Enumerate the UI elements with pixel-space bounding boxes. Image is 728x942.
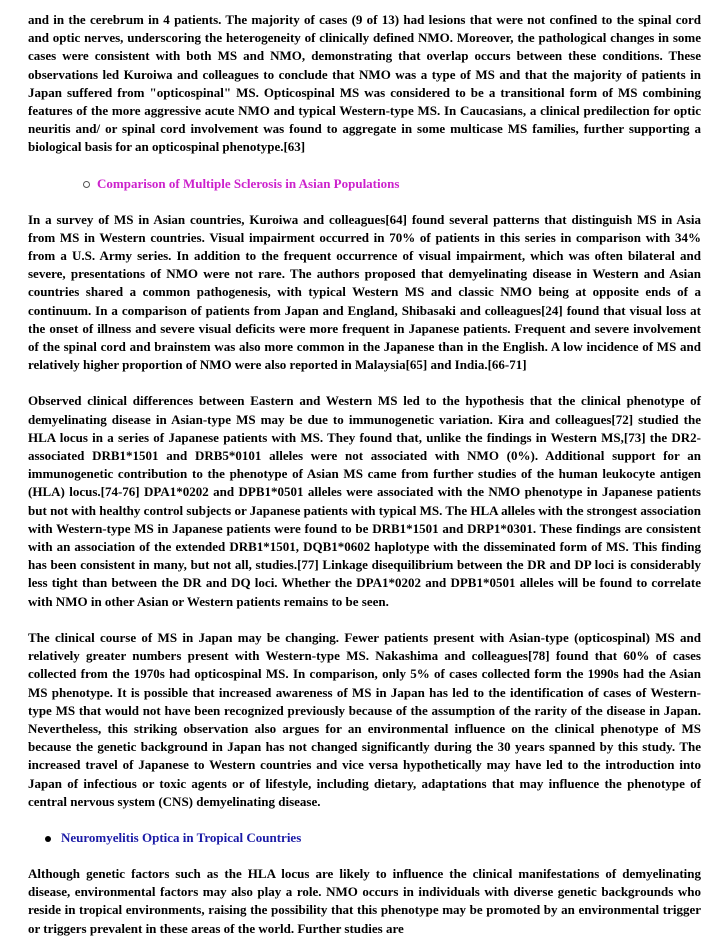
paragraph-kuroiwa-opticospinal: and in the cerebrum in 4 patients. The majority of cases (9 of 13) had lesions that were not confined to the spinal cord and optic nerves, underscoring the heterogeneity of clinically defined NMO. Moreover, the pathological changes in some cases were consistent with both MS and NMO, demonstrating that overlap occurs between these conditions. These observations led Kuroiwa and colleagues to conclude that NMO was a type of MS and that the majority of patients in Japan suffered from "opticospinal" MS. Opticospinal MS was considered to be a transitional form of MS combining features of the more aggressive acute NMO and typical Western-type MS. In Caucasians, a clinical predilection for optic neuritis and/ or spinal cord involvement was found to aggregate in some multicase MS families, further supporting a biological basis for an opticospinal phenotype.[63] [28, 12, 701, 155]
spacer [28, 847, 701, 865]
paragraph-environmental-factors: Although genetic factors such as the HLA locus are likely to influence the clinical manifestations of demyelinating disease, environmental factors may also play a role. NMO occurs in individuals with diverse genetic backgrounds who reside in tropical environments, raising the possibility that this phenotype may be promoted by an environmental trigger or triggers prevalent in these areas of the world. Further studies are [28, 865, 701, 936]
paragraph-hla-immunogenetics: Observed clinical differences between Eastern and Western MS led to the hypothesis that the clinical phenotype of demyelinating disease in Asian-type MS may be due to immunogenetic variation. Kira and colleagues[72] studied the HLA locus in a series of Japanese patients with MS. They found that, unlike the findings in Western MS,[73] the DR2-associated DRB1*1501 and DRB5*0101 alleles were not associated with NMO (0%). Additional support for an immunogenetic contribution to the phenotype of Asian MS came from further studies of the human leukocyte antigen (HLA) locus.[74-76] DPA1*0202 and DPB1*0501 alleles were associated with the NMO phenotype in Japanese patients but not with healthy control subjects or Japanese patients with typical MS. The HLA alleles with the strongest association with Western-type MS in Japanese patients were found to be DRB1*1501 and DRP1*0301. These findings are consistent with an association of the extended DRB1*1501, DQB1*0602 haplotype with the disseminated form of MS. This finding has been consistent in many, but not all, studies.[77] Linkage disequilibrium between the DR and DP loci is considerably less tight than between the DR and DQ loci. Whether the DPA1*0202 and DPB1*0501 alleles will be found to correlate with NMO in other Asian or Western patients remains to be seen. [28, 393, 701, 609]
paragraph-clinical-course-japan: The clinical course of MS in Japan may be changing. Fewer patients present with Asian-type (opticospinal) MS and relatively greater numbers present with Western-type MS. Nakashima and colleagues[78] found that 60% of cases collected from the 1970s had opticospinal MS. In comparison, only 5% of cases collected form the 1990s had the Asian MS phenotype. It is possible that increased awareness of MS in Japan has led to the identification of cases of Western-type MS that would not have been recognized previously because of the assumption of the rarity of the disease in Japan. Nevertheless, this striking observation also argues for an environmental influence on the clinical phenotype of MS because the genetic background in Japan has not changed significantly during the 30 years spanned by this study. The increased travel of Japanese to Western countries and vice versa hypothetically may have led to the introduction into Japan of infectious or toxic agents or of lifestyle, including dietary, adaptations that may influence the phenotype of central nervous system (CNS) demyelinating disease. [28, 629, 701, 809]
link-tropical-countries[interactable]: Neuromyelitis Optica in Tropical Countries [61, 829, 302, 845]
document-body [28, 11, 701, 938]
subheading-asian-populations [28, 175, 701, 193]
disc-bullet-icon [45, 836, 51, 842]
subheading-tropical-countries [28, 829, 701, 847]
circle-bullet-icon [83, 181, 90, 188]
link-asian-populations[interactable]: Comparison of Multiple Sclerosis in Asian Populations [97, 175, 400, 191]
spacer [28, 811, 701, 829]
spacer [28, 374, 701, 392]
spacer [28, 611, 701, 629]
paragraph-asian-survey: In a survey of MS in Asian countries, Kuroiwa and colleagues[64] found several patterns that distinguish MS in Asia from MS in Western countries. Visual impairment occurred in 70% of patients in this series in comparison with 34% from a U.S. Army series. In addition to the frequent occurrence of visual impairment, which was often bilateral and severe, presentations of NMO were not rare. The authors proposed that demyelinating disease in Western and Asian countries shared a common pathogenesis, with typical Western MS and classic NMO being at opposite ends of a continuum. In a comparison of patients from Japan and England, Shibasaki and colleagues[24] found that visual loss at the onset of illness and severe visual deficits were more frequent in Japanese patients. Frequent and severe involvement of the spinal cord and brainstem was also more common in the Japanese than in the English. A low incidence of MS and relatively higher proportion of NMO were also reported in Malaysia[65] and India.[66-71] [28, 211, 701, 373]
spacer [28, 157, 701, 175]
spacer [28, 193, 701, 211]
